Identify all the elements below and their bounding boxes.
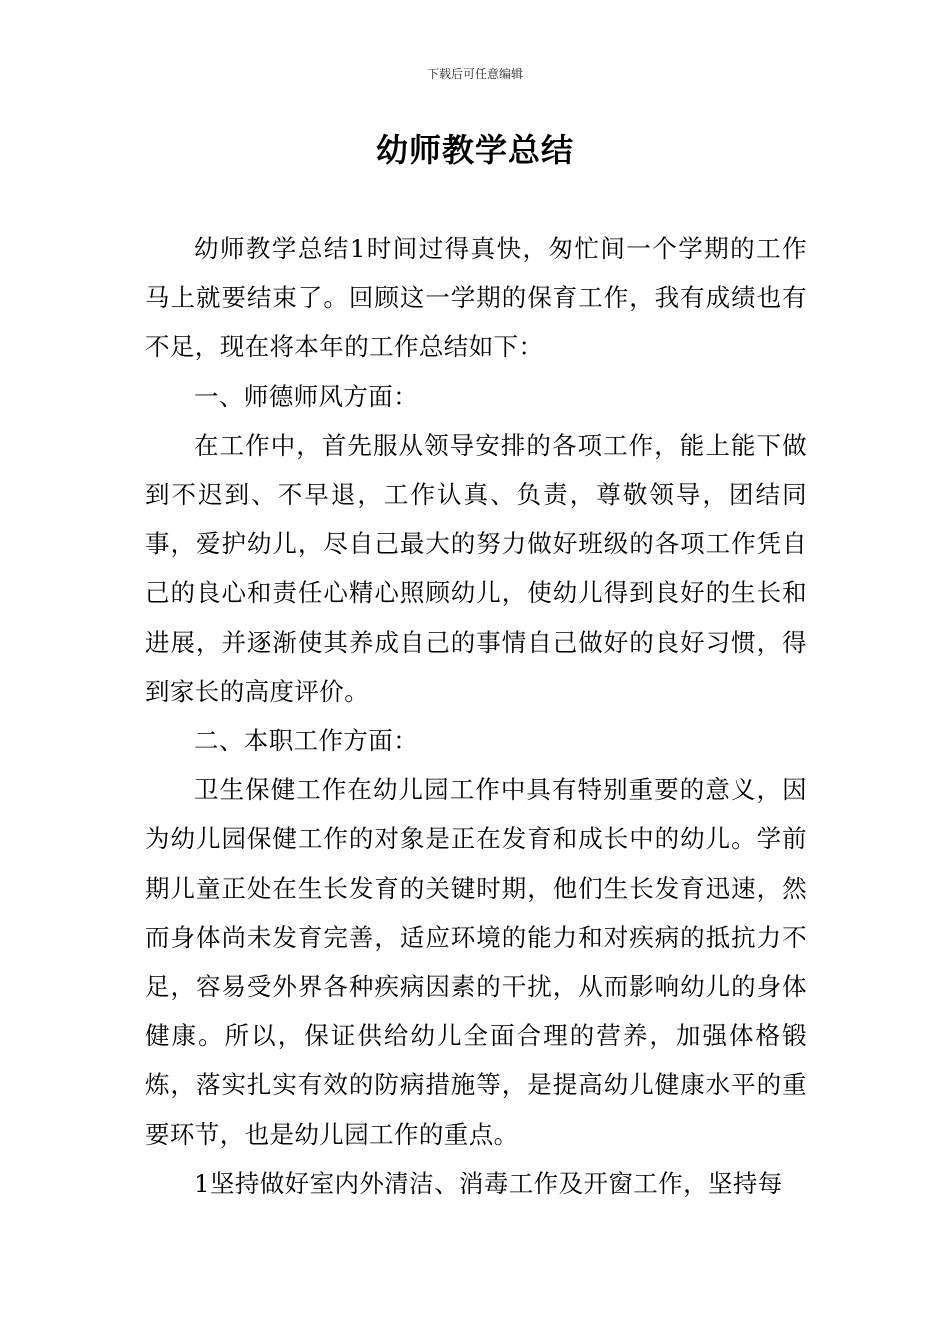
document-body [145,224,807,1208]
paragraph-ethics: 在工作中，首先服从领导安排的各项工作，能上能下做到不迟到、不早退，工作认真、负责，尊敬领导，团结同事，爱护幼儿，尽自己最大的努力做好班级的各项工作凭自己的良心和责任心精心照顾幼儿，使幼儿得到良好的生长和进展，并逐渐使其养成自己的事情自己做好的良好习惯，得到家长的高度评价。 [145,430,807,706]
paragraph-intro: 幼师教学总结1时间过得真快，匆忙间一个学期的工作马上就要结束了。回顾这一学期的保育工作，我有成绩也有不足，现在将本年的工作总结如下： [145,234,807,362]
paragraph-health-care: 卫生保健工作在幼儿园工作中具有特别重要的意义，因为幼儿园保健工作的对象是正在发育和成长中的幼儿。学前期儿童正处在生长发育的关键时期，他们生长发育迅速，然而身体尚未发育完善，适应环境的能力和对疾病的抵抗力不足，容易受外界各种疾病因素的干扰，从而影响幼儿的身体健康。所以，保证供给幼儿全面合理的营养，加强体格锻炼，落实扎实有效的防病措施等，是提高幼儿健康水平的重要环节，也是幼儿园工作的重点。 [145,775,807,1149]
paragraph-item-1: 1坚持做好室内外清洁、消毒工作及开窗工作，坚持每 [194,1168,783,1198]
section-heading-duties: 二、本职工作方面： [194,726,419,756]
document-title: 幼师教学总结 [375,131,574,169]
section-heading-ethics: 一、师德师风方面： [194,381,419,411]
header-note: 下载后可任意编辑 [426,67,523,81]
